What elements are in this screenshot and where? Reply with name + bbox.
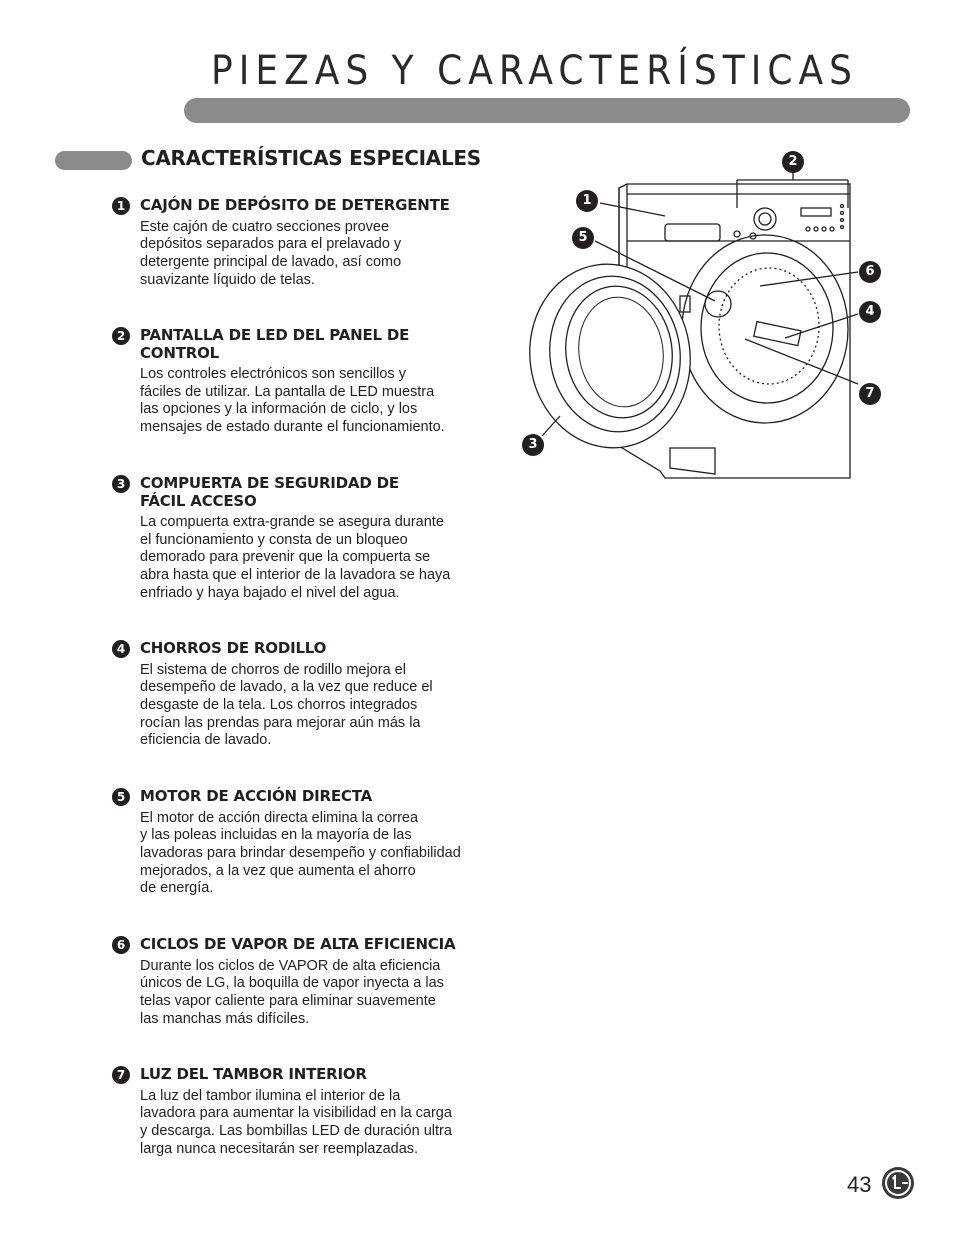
- feature-2: [112, 327, 502, 437]
- callout-6: 6: [859, 261, 881, 283]
- feature-body: La compuerta extra-grande se asegura durante el funcionamiento y consta de un bloqueo demorado para prevenir que la compuerta se abra hasta que el interior de la lavadora se haya enfriado y haya bajado el nivel del agua.: [140, 514, 451, 601]
- feature-7: [112, 1066, 502, 1158]
- callout-4: 4: [859, 301, 881, 323]
- section-heading: CARACTERÍSTICAS ESPECIALES: [141, 146, 481, 170]
- feature-title: LUZ DEL TAMBOR INTERIOR: [140, 1065, 367, 1083]
- section-pill: [55, 151, 132, 170]
- feature-title: PANTALLA DE LED DEL PANEL DE CONTROL: [140, 326, 410, 362]
- feature-number-badge: 4: [112, 640, 130, 658]
- feature-number-badge: 6: [112, 936, 130, 954]
- callout-5: 5: [572, 227, 594, 249]
- feature-4: [112, 640, 502, 750]
- feature-body: La luz del tambor ilumina el interior de la lavadora para aumentar la visibilidad en la carga y descarga. Las bombillas LED de duración ultra larga nunca necesitarán ser reemplazadas.: [140, 1087, 452, 1157]
- feature-5: [112, 788, 502, 898]
- title-bar: [184, 98, 910, 123]
- feature-number-badge: 2: [112, 327, 130, 345]
- feature-title: CAJÓN DE DEPÓSITO DE DETERGENTE: [140, 196, 450, 214]
- washer-illustration: [515, 146, 895, 491]
- feature-body: Los controles electrónicos son sencillos y fáciles de utilizar. La pantalla de LED muestra las opciones y la información de ciclo, y los mensajes de estado durante el funcionamiento.: [140, 366, 445, 436]
- feature-3: [112, 475, 502, 603]
- feature-title: CHORROS DE RODILLO: [140, 639, 327, 657]
- feature-6: [112, 936, 502, 1028]
- feature-number-badge: 3: [112, 475, 130, 493]
- washer-diagram: [515, 146, 895, 491]
- callout-7: 7: [859, 383, 881, 405]
- feature-number-badge: 5: [112, 788, 130, 806]
- feature-title: MOTOR DE ACCIÓN DIRECTA: [140, 787, 373, 805]
- feature-title: COMPUERTA DE SEGURIDAD DE FÁCIL ACCESO: [140, 474, 399, 510]
- feature-body: Este cajón de cuatro secciones provee depósitos separados para el prelavado y detergente principal de lavado, así como suavizante líquido de telas.: [140, 218, 402, 288]
- feature-body: El motor de acción directa elimina la correa y las poleas incluidas en la mayoría de las lavadoras para brindar desempeño y confiabilidad mejorados, a la vez que aumenta el ahorro de energía.: [140, 809, 461, 897]
- feature-body: El sistema de chorros de rodillo mejora el desempeño de lavado, a la vez que reduce el desgaste de la tela. Los chorros integrados rocían las prendas para mejorar aún más la eficiencia de lavado.: [140, 661, 433, 749]
- callout-1: 1: [576, 190, 598, 212]
- callout-3: 3: [522, 434, 544, 456]
- feature-number-badge: 1: [112, 197, 130, 215]
- feature-title: CICLOS DE VAPOR DE ALTA EFICIENCIA: [140, 935, 456, 953]
- lg-logo-icon: [882, 1167, 914, 1199]
- page-title: PIEZAS Y CARACTERÍSTICAS: [211, 48, 858, 94]
- feature-number-badge: 7: [112, 1066, 130, 1084]
- callout-2: 2: [782, 151, 804, 173]
- page-number: 43: [847, 1172, 872, 1197]
- feature-1: [112, 197, 502, 289]
- feature-body: Durante los ciclos de VAPOR de alta eficiencia únicos de LG, la boquilla de vapor inyecta a las telas vapor caliente para eliminar suavemente las manchas más difíciles.: [140, 957, 444, 1027]
